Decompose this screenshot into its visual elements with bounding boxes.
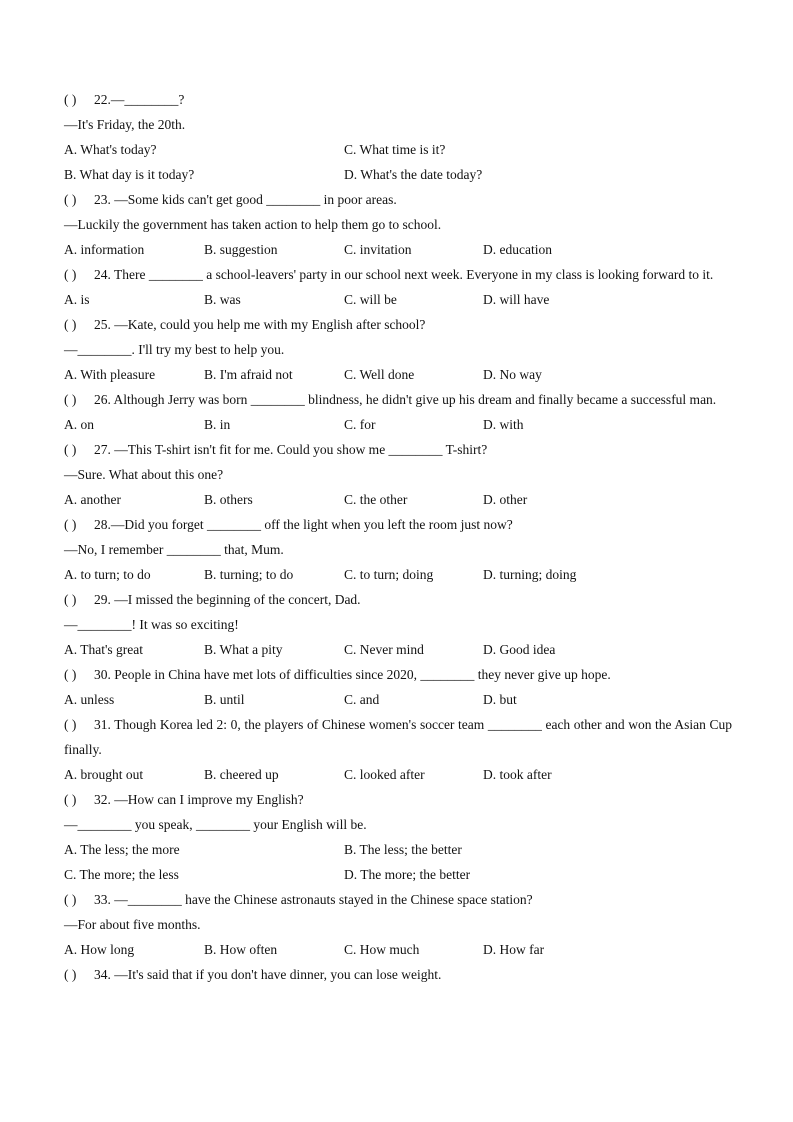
answer-blank[interactable]: ( ) <box>64 517 77 532</box>
question-text: 34. —It's said that if you don't have dinner, you can lose weight. <box>94 967 442 982</box>
option-D[interactable]: D. took after <box>483 767 552 782</box>
answer-blank[interactable]: ( ) <box>64 892 77 907</box>
option-C[interactable]: C. and <box>344 692 380 707</box>
option-C[interactable]: C. will be <box>344 292 397 307</box>
question-32-options <box>64 862 732 887</box>
option-C[interactable]: C. to turn; doing <box>344 567 434 582</box>
option-C[interactable]: C. How much <box>344 942 420 957</box>
option-D[interactable]: D. turning; doing <box>483 567 577 582</box>
question-32-stem <box>64 787 732 812</box>
question-29-stem <box>64 587 732 612</box>
option-C[interactable]: C. the other <box>344 492 408 507</box>
answer-blank[interactable]: ( ) <box>64 317 77 332</box>
option-B[interactable]: B. How often <box>204 942 278 957</box>
answer-blank[interactable]: ( ) <box>64 267 77 282</box>
option-A[interactable]: A. That's great <box>64 642 144 657</box>
option-A[interactable]: A. brought out <box>64 767 144 782</box>
option-D[interactable]: D. but <box>483 692 517 707</box>
question-22-options <box>64 137 732 162</box>
option-B[interactable]: B. I'm afraid not <box>204 367 293 382</box>
option-C[interactable]: C. looked after <box>344 767 425 782</box>
question-text: 28.—Did you forget ________ off the light when you left the room just now? <box>94 517 513 532</box>
option-C[interactable]: C. for <box>344 417 376 432</box>
question-32-dialog: —________ you speak, ________ your English will be. <box>64 817 367 832</box>
question-26-stem <box>64 387 732 412</box>
question-text: 32. —How can I improve my English? <box>94 792 304 807</box>
option-B[interactable]: B. in <box>204 417 231 432</box>
question-30-options <box>64 687 732 712</box>
question-28-dialog: —No, I remember ________ that, Mum. <box>64 542 284 557</box>
option-A[interactable]: A. to turn; to do <box>64 567 151 582</box>
question-text: 26. Although Jerry was born ________ blindness, he didn't give up his dream and finally became a successful man. <box>94 392 717 407</box>
answer-blank[interactable]: ( ) <box>64 717 77 732</box>
option-D[interactable]: D. Good idea <box>483 642 556 657</box>
option-A[interactable]: A. How long <box>64 942 135 957</box>
option-D[interactable]: D. other <box>483 492 528 507</box>
option-item[interactable]: C. What time is it? <box>344 142 446 157</box>
option-item[interactable]: A. What's today? <box>64 142 157 157</box>
question-text: 23. —Some kids can't get good ________ in poor areas. <box>94 192 397 207</box>
question-33-options <box>64 937 732 962</box>
question-22-dialog: —It's Friday, the 20th. <box>64 117 186 132</box>
option-C[interactable]: C. invitation <box>344 242 412 257</box>
option-item[interactable]: B. The less; the better <box>344 842 462 857</box>
question-30-stem <box>64 662 732 687</box>
question-31-stem <box>64 712 732 762</box>
option-D[interactable]: D. education <box>483 242 552 257</box>
question-34-stem <box>64 962 732 987</box>
question-29-dialog: —________! It was so exciting! <box>64 617 239 632</box>
option-item[interactable]: D. What's the date today? <box>344 167 483 182</box>
question-25-dialog: —________. I'll try my best to help you. <box>64 342 285 357</box>
option-B[interactable]: B. was <box>204 292 241 307</box>
question-25-options <box>64 362 732 387</box>
question-33-dialog: —For about five months. <box>64 917 201 932</box>
answer-blank[interactable]: ( ) <box>64 442 77 457</box>
answer-blank[interactable]: ( ) <box>64 92 77 107</box>
option-B[interactable]: B. cheered up <box>204 767 279 782</box>
question-text: 29. —I missed the beginning of the concert, Dad. <box>94 592 361 607</box>
question-28-options <box>64 562 732 587</box>
question-31-options <box>64 762 732 787</box>
option-B[interactable]: B. until <box>204 692 245 707</box>
answer-blank[interactable]: ( ) <box>64 667 77 682</box>
question-24-options <box>64 287 732 312</box>
question-23-options <box>64 237 732 262</box>
question-24-stem <box>64 262 732 287</box>
question-33-stem <box>64 887 732 912</box>
option-D[interactable]: D. No way <box>483 367 542 382</box>
question-25-stem <box>64 312 732 337</box>
option-B[interactable]: B. What a pity <box>204 642 283 657</box>
option-A[interactable]: A. another <box>64 492 121 507</box>
option-A[interactable]: A. information <box>64 242 145 257</box>
question-text: 25. —Kate, could you help me with my English after school? <box>94 317 426 332</box>
question-text: 31. Though Korea led 2: 0, the players of Chinese women's soccer team ________ each other and won the Asian Cup finally. <box>64 717 732 757</box>
question-text: 24. There ________ a school-leavers' party in our school next week. Everyone in my class is looking forward to it. <box>94 267 714 282</box>
option-item[interactable]: B. What day is it today? <box>64 167 195 182</box>
option-D[interactable]: D. with <box>483 417 524 432</box>
question-sheet <box>64 87 732 987</box>
question-text: 30. People in China have met lots of difficulties since 2020, ________ they never give up hope. <box>94 667 611 682</box>
question-29-options <box>64 637 732 662</box>
question-28-stem <box>64 512 732 537</box>
question-23-dialog: —Luckily the government has taken action to help them go to school. <box>64 217 442 232</box>
question-32-options <box>64 837 732 862</box>
question-27-dialog: —Sure. What about this one? <box>64 467 224 482</box>
answer-blank[interactable]: ( ) <box>64 967 77 982</box>
question-22-options <box>64 162 732 187</box>
question-23-stem <box>64 187 732 212</box>
option-C[interactable]: C. Never mind <box>344 642 424 657</box>
option-item[interactable]: A. The less; the more <box>64 842 180 857</box>
option-item[interactable]: C. The more; the less <box>64 867 179 882</box>
option-D[interactable]: D. How far <box>483 942 545 957</box>
question-text: 33. —________ have the Chinese astronauts stayed in the Chinese space station? <box>94 892 533 907</box>
question-text: 27. —This T-shirt isn't fit for me. Could you show me ________ T-shirt? <box>94 442 488 457</box>
answer-blank[interactable]: ( ) <box>64 792 77 807</box>
option-item[interactable]: D. The more; the better <box>344 867 471 882</box>
question-text: 22.—________? <box>94 92 185 107</box>
option-A[interactable]: A. With pleasure <box>64 367 156 382</box>
option-A[interactable]: A. on <box>64 417 94 432</box>
option-A[interactable]: A. unless <box>64 692 115 707</box>
question-27-stem <box>64 437 732 462</box>
option-B[interactable]: B. turning; to do <box>204 567 294 582</box>
answer-blank[interactable]: ( ) <box>64 192 77 207</box>
option-D[interactable]: D. will have <box>483 292 550 307</box>
answer-blank[interactable]: ( ) <box>64 592 77 607</box>
option-B[interactable]: B. suggestion <box>204 242 278 257</box>
option-A[interactable]: A. is <box>64 292 90 307</box>
option-C[interactable]: C. Well done <box>344 367 415 382</box>
question-22-stem <box>64 87 732 112</box>
question-27-options <box>64 487 732 512</box>
option-B[interactable]: B. others <box>204 492 253 507</box>
answer-blank[interactable]: ( ) <box>64 392 77 407</box>
question-26-options <box>64 412 732 437</box>
